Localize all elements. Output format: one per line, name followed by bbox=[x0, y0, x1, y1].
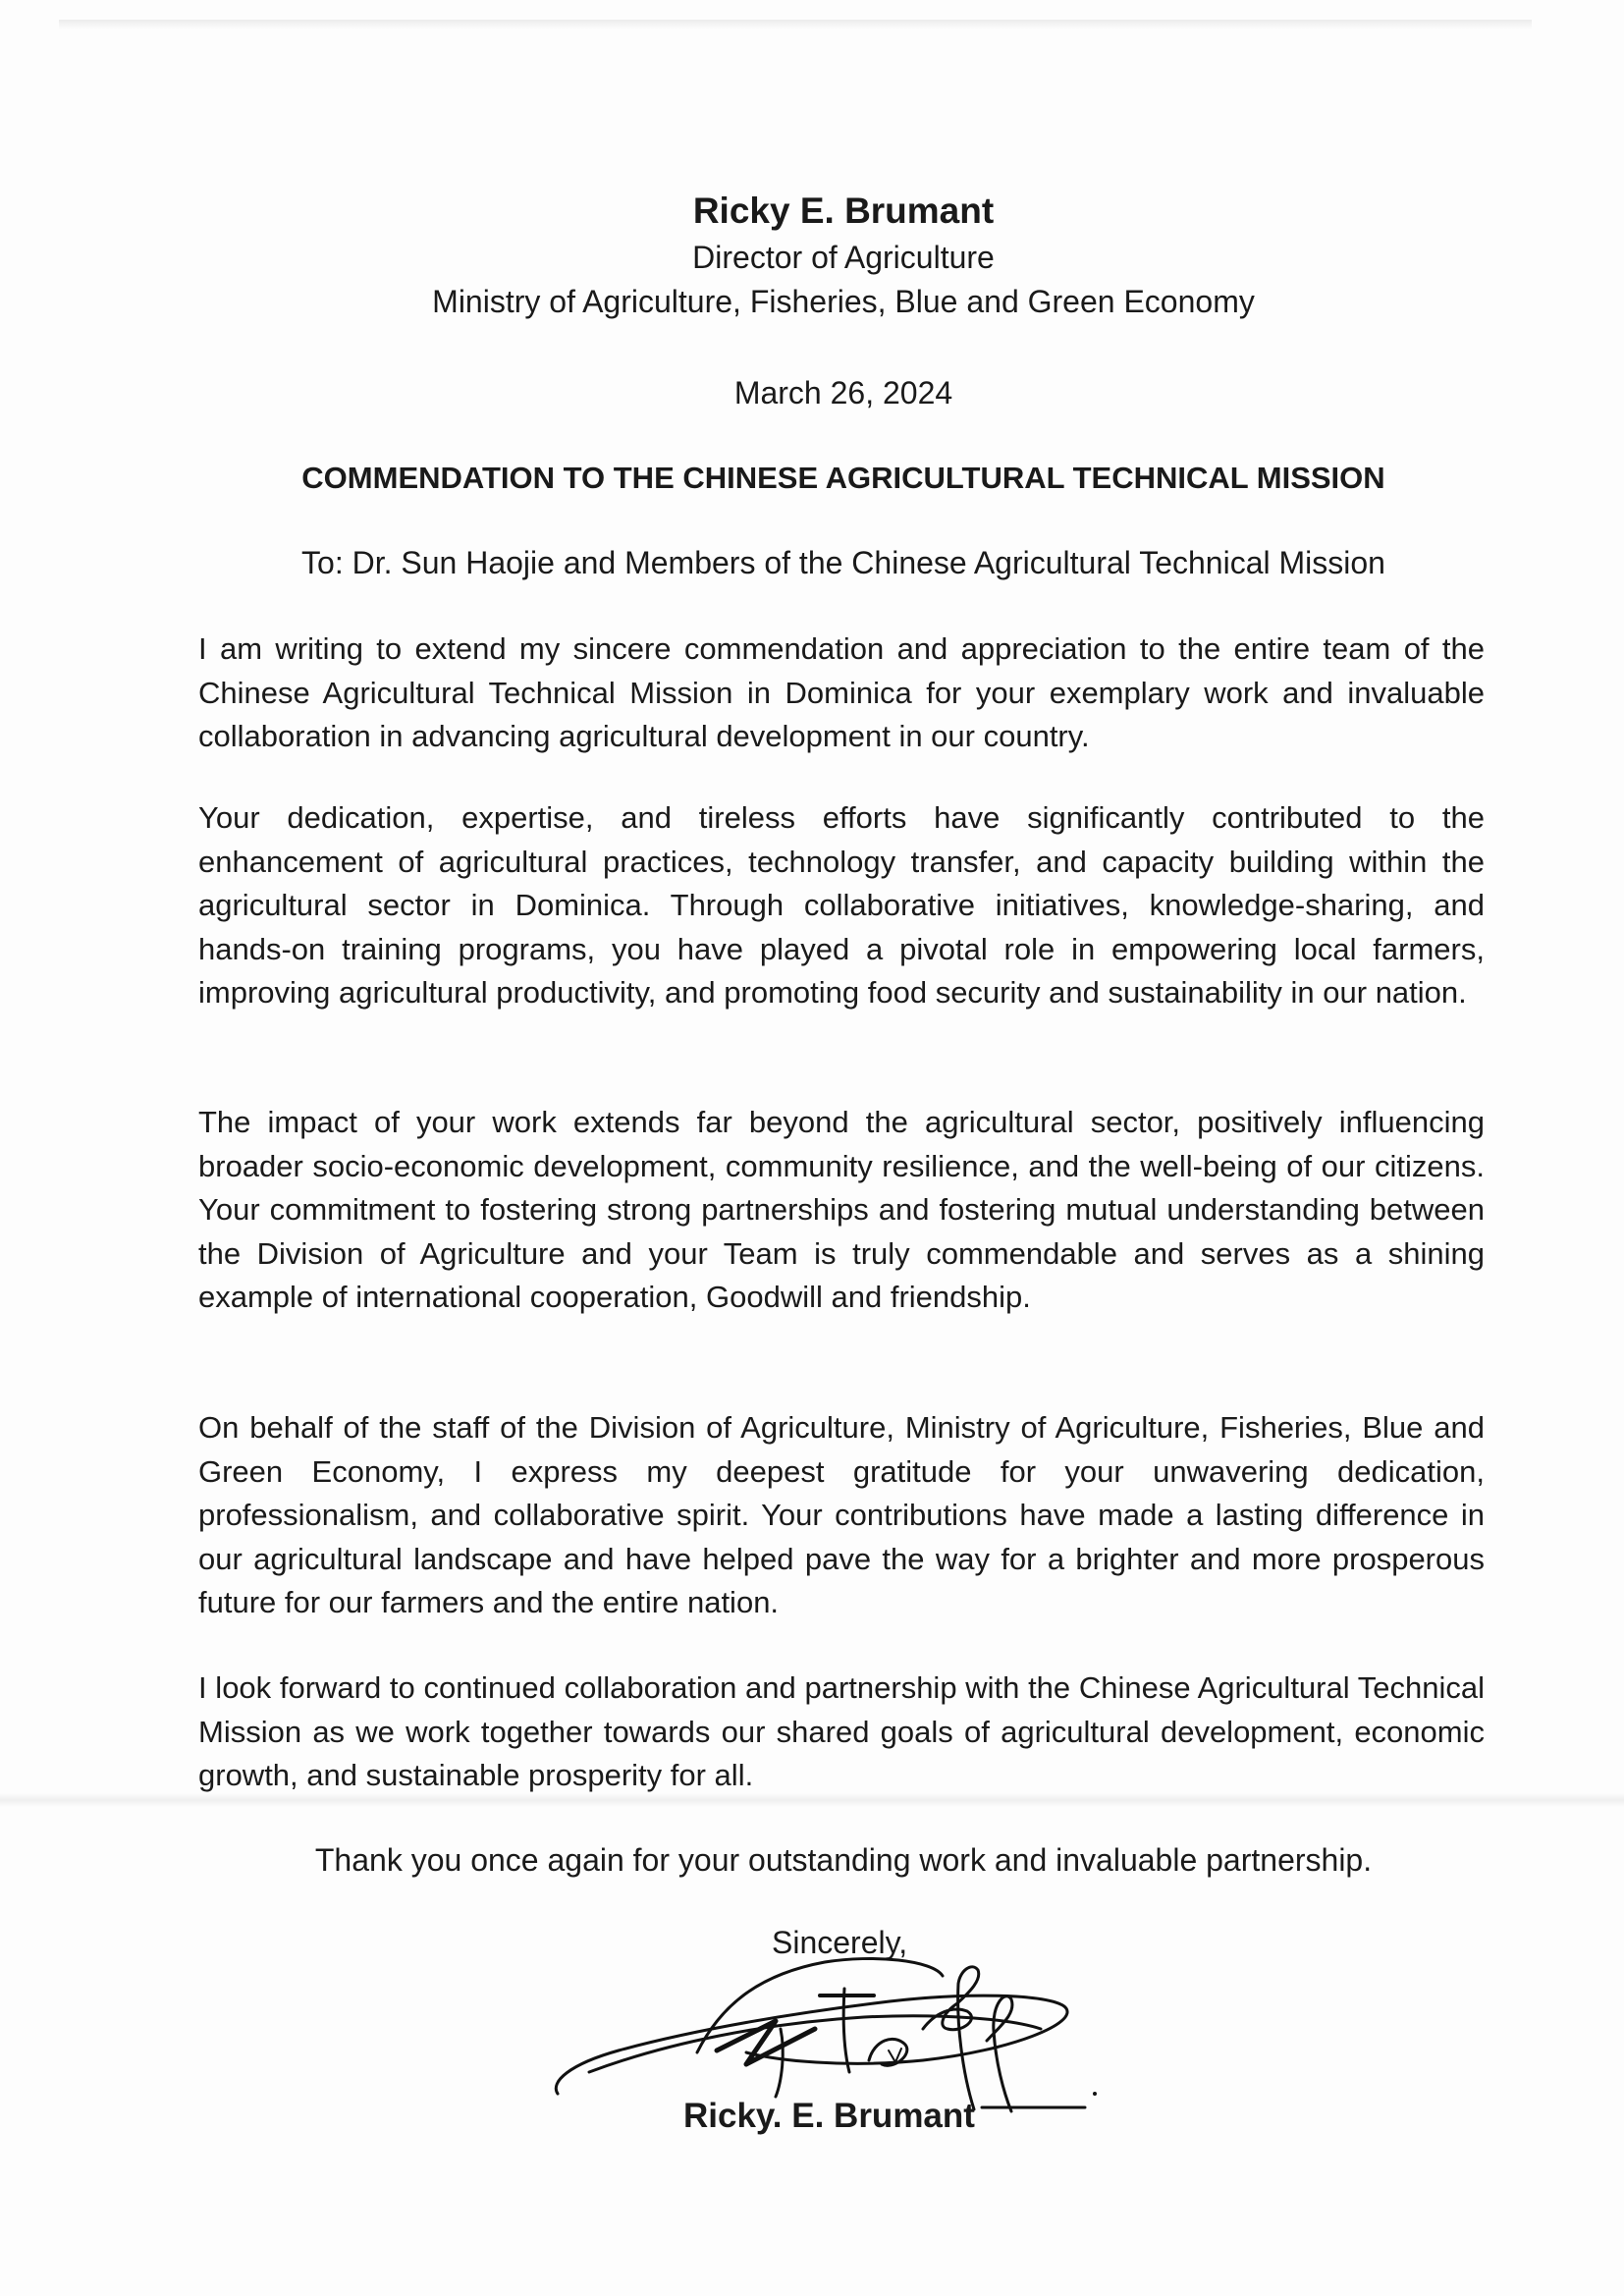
letter-subject: COMMENDATION TO THE CHINESE AGRICULTURAL TECHNICAL MISSION bbox=[301, 461, 1385, 495]
closing-line: Thank you once again for your outstanding work and invaluable partnership. bbox=[314, 1842, 1373, 1878]
letterhead bbox=[0, 187, 1624, 324]
sender-ministry: Ministry of Agriculture, Fisheries, Blue and Green Economy bbox=[432, 284, 1255, 319]
recipient-line: To: Dr. Sun Haojie and Members of the Chinese Agricultural Technical Mission bbox=[301, 545, 1385, 580]
body-paragraph: I look forward to continued collaboration and partnership with the Chinese Agricultural Technical Mission as we work together towards our shared goals of agricultural development, economic growth, and sustainable prosperity for all. bbox=[198, 1670, 1485, 1792]
scan-top-edge bbox=[59, 20, 1532, 29]
sender-title: Director of Agriculture bbox=[692, 240, 995, 275]
sender-name: Ricky E. Brumant bbox=[692, 191, 995, 231]
body-paragraph: On behalf of the staff of the Division of Agriculture, Ministry of Agriculture, Fisheries, Blue and Green Economy, I express my deepest gratitude for your unwavering dedication, professionalism, and collaborative spirit. Your contributions have made a lasting difference in our agricultural landscape and have helped pave the way for a brighter and more prosperous future for our farmers and the entire nation. bbox=[198, 1410, 1485, 1619]
signer-name: Ricky. E. Brumant bbox=[683, 2097, 975, 2135]
body-paragraph: I am writing to extend my sincere commendation and appreciation to the entire team of the Chinese Agricultural Technical Mission in Dominica for your exemplary work and invaluable collaboration in advancing agricultural development in our country. bbox=[198, 631, 1485, 753]
body-paragraph: Your dedication, expertise, and tireless efforts have significantly contributed to the enhancement of agricultural practices, technology transfer, and capacity building within the agricultural sector in Dominica. Through collaborative initiatives, knowledge-sharing, and hands-on training programs, you have played a pivotal role in empowering local farmers, improving agricultural productivity, and promoting food security and sustainability in our nation. bbox=[198, 800, 1485, 1010]
letter-date: March 26, 2024 bbox=[733, 375, 953, 410]
valediction: Sincerely, bbox=[772, 1925, 908, 1960]
body-paragraph: The impact of your work extends far beyond the agricultural sector, positively influencing broader socio-economic development, community resilience, and the well-being of our citizens. Your commitment to fostering strong partnerships and fostering mutual understanding between the Division of Agriculture and your Team is truly commendable and serves as a shining example of international cooperation, Goodwill and friendship. bbox=[198, 1105, 1485, 1314]
